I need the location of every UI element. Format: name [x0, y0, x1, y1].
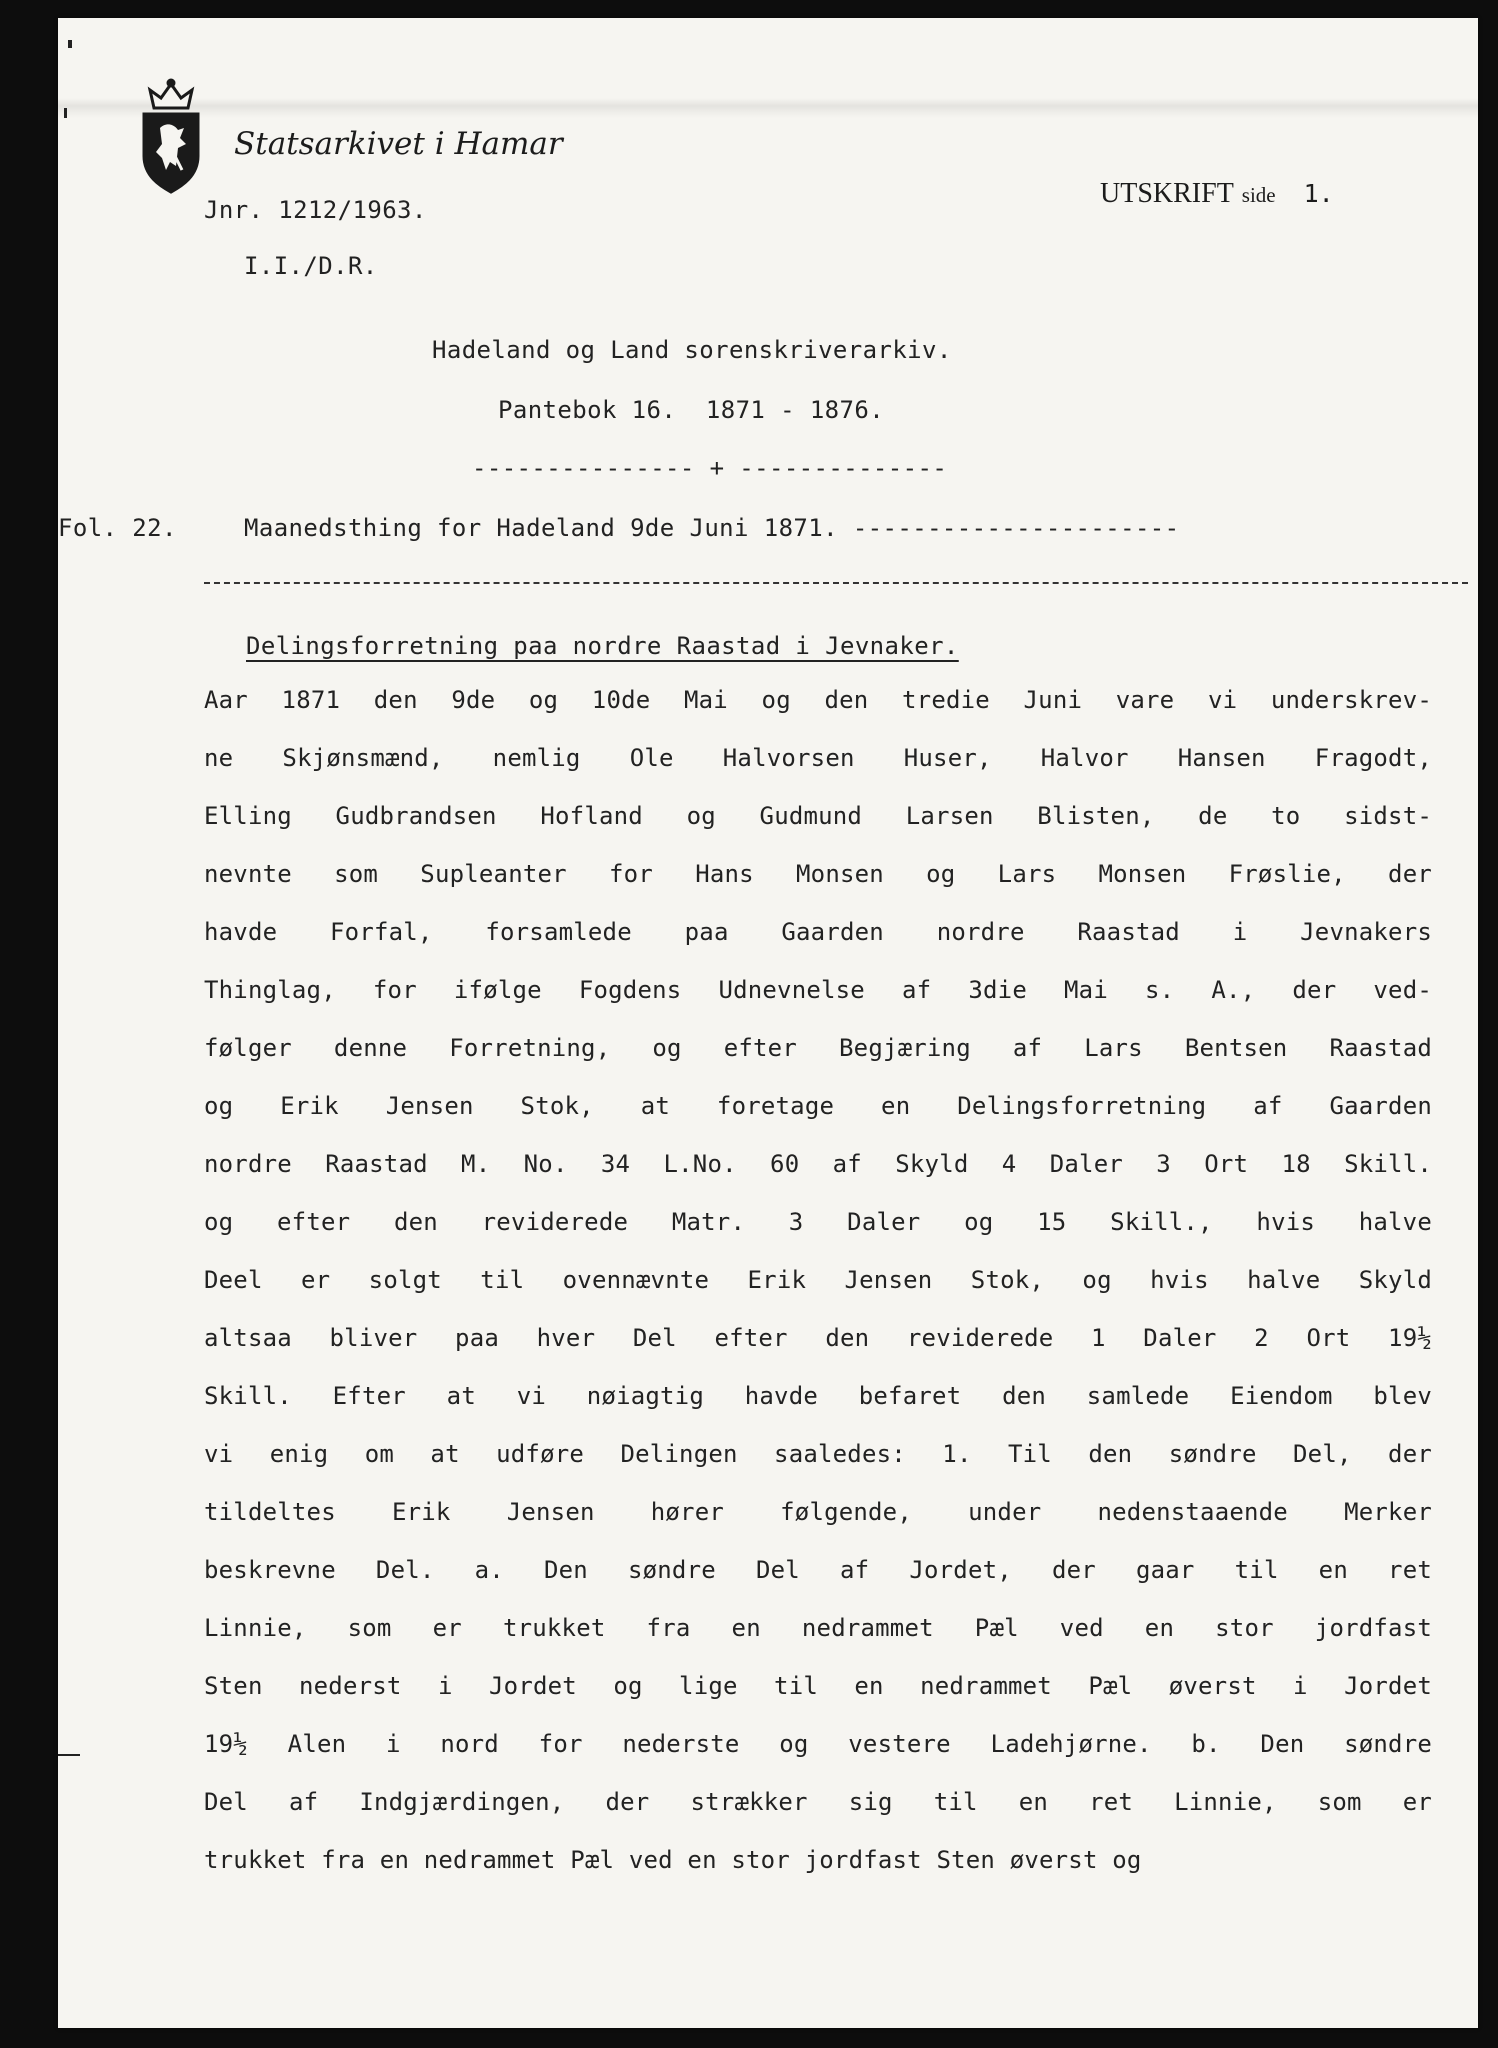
paper-fold-shadow — [58, 98, 1478, 118]
folio-number: Fol. 22. — [58, 514, 177, 542]
title-separator: --------------- + -------------- — [472, 454, 948, 482]
body-line: følger denne Forretning, og efter Begjæring af Lars Bentsen Raastad — [204, 1034, 1432, 1062]
body-line: Thinglag, for ifølge Fogdens Udnevnelse af 3die Mai s. A., der ved- — [204, 976, 1432, 1004]
body-line: Aar 1871 den 9de og 10de Mai og den tredie Juni vare vi underskrev- — [204, 686, 1432, 714]
body-line: beskrevne Del. a. Den søndre Del af Jordet, der gaar til en ret — [204, 1556, 1432, 1584]
coat-of-arms-icon — [136, 78, 206, 198]
body-line: Skill. Efter at vi nøiagtig havde befaret den samlede Eiendom blev — [204, 1382, 1432, 1410]
utskrift-page-label — [1100, 178, 1334, 210]
body-line: Sten nederst i Jordet og lige til en nedrammet Pæl øverst i Jordet — [204, 1672, 1432, 1700]
body-line: ne Skjønsmænd, nemlig Ole Halvorsen Huser, Halvor Hansen Fragodt, — [204, 744, 1432, 772]
margin-mark — [68, 40, 72, 48]
volume-title: Pantebok 16. 1871 - 1876. — [498, 396, 885, 424]
body-line: Linnie, som er trukket fra en nedrammet Pæl ved en stor jordfast — [204, 1614, 1432, 1642]
session-heading: Maanedsthing for Hadeland 9de Juni 1871. ---------------------- — [244, 514, 1180, 542]
journal-number: Jnr. 1212/1963. — [204, 196, 427, 224]
margin-mark — [58, 1754, 80, 1756]
body-line: og efter den reviderede Matr. 3 Daler og 15 Skill., hvis halve — [204, 1208, 1432, 1236]
body-line: trukket fra en nedrammet Pæl ved en stor jordfast Sten øverst og — [204, 1846, 1142, 1874]
body-line: altsaa bliver paa hver Del efter den reviderede 1 Daler 2 Ort 19½ — [204, 1324, 1432, 1352]
body-line: havde Forfal, forsamlede paa Gaarden nordre Raastad i Jevnakers — [204, 918, 1432, 946]
dashed-rule — [204, 582, 1468, 584]
initials: I.I./D.R. — [244, 252, 378, 280]
body-line: Elling Gudbrandsen Hofland og Gudmund Larsen Blisten, de to sidst- — [204, 802, 1432, 830]
archive-title: Hadeland og Land sorenskriverarkiv. — [432, 336, 952, 364]
body-line: Deel er solgt til ovennævnte Erik Jensen Stok, og hvis halve Skyld — [204, 1266, 1432, 1294]
side-label: side — [1241, 183, 1276, 207]
body-line: nevnte som Supleanter for Hans Monsen og Lars Monsen Frøslie, der — [204, 860, 1432, 888]
entry-heading: Delingsforretning paa nordre Raastad i Jevnaker. — [246, 632, 959, 660]
body-line: nordre Raastad M. No. 34 L.No. 60 af Skyld 4 Daler 3 Ort 18 Skill. — [204, 1150, 1432, 1178]
page-number: 1. — [1303, 179, 1334, 208]
margin-mark — [64, 108, 67, 118]
document-page — [58, 18, 1478, 2028]
archive-name: Statsarkivet i Hamar — [234, 126, 563, 162]
body-line: 19½ Alen i nord for nederste og vestere Ladehjørne. b. Den søndre — [204, 1730, 1432, 1758]
body-line: tildeltes Erik Jensen hører følgende, under nedenstaaende Merker — [204, 1498, 1432, 1526]
utskrift-label: UTSKRIFT — [1100, 178, 1234, 209]
body-line: Del af Indgjærdingen, der strækker sig til en ret Linnie, som er — [204, 1788, 1432, 1816]
body-line: og Erik Jensen Stok, at foretage en Delingsforretning af Gaarden — [204, 1092, 1432, 1120]
body-line: vi enig om at udføre Delingen saaledes: 1. Til den søndre Del, der — [204, 1440, 1432, 1468]
